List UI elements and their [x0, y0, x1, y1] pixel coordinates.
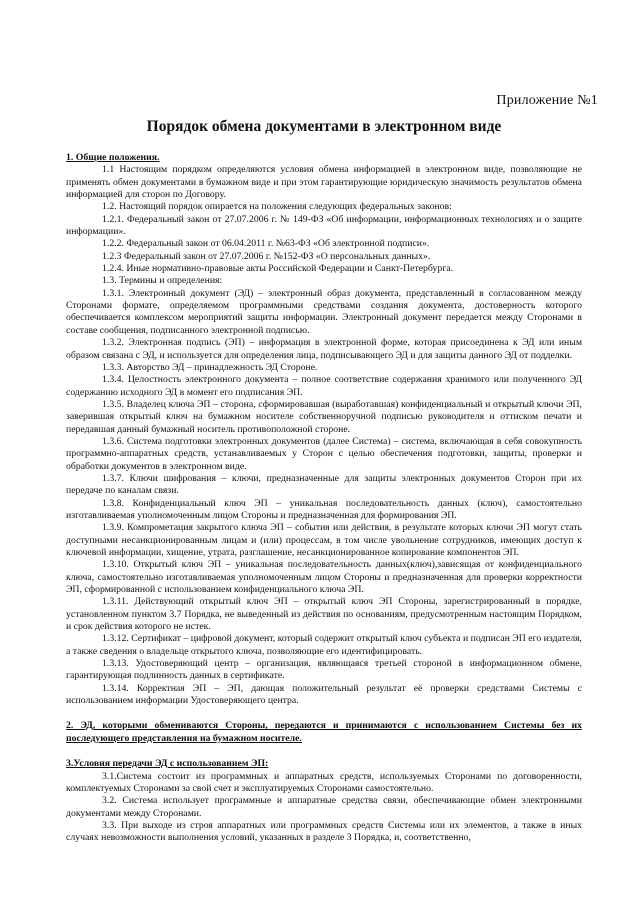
paragraph-1-2-3: 1.2.3 Федеральный закон от 27.07.2006 г. №152-ФЗ «О персональных данных». — [102, 250, 431, 262]
paragraph-3-1: 3.1.Система состоит из программных и аппаратных средств, используемых Сторонами по договоренности, комплектуемых Сторонами за свой счет и эксплуатируемых Сторонами самостоятельно. — [66, 770, 582, 794]
paragraph-1-3-9: 1.3.9. Компрометация закрытого ключа ЭП – события или действия, в результате которых ключи ЭП могут стать доступными несанкционированным лицам и (или) процессам, в том числе увольнение сотрудников, имеющих доступ к ключевой информации, хищение, утрата, разглашение, несанкционированное копирование компонентов ЭП. — [66, 522, 582, 558]
paragraph-1-2: 1.2. Настоящий порядок опирается на положения следующих федеральных законов: — [102, 201, 452, 213]
paragraph-1-3-4: 1.3.4. Целостность электронного документа – полное соответствие содержания хранимого или полученного ЭД содержанию исходного ЭД в момент его подписания ЭП. — [66, 374, 582, 398]
paragraph-1-3-1: 1.3.1. Электронный документ (ЭД) – электронный образ документа, представленный в согласованном между Сторонами формате, определяемом программными средствами создания документа, достоверность которого обеспечивается комплексом мероприятий защиты информации. Электронный документ передается между Сторонами в составе сообщения, подписанного электронной подписью. — [66, 287, 582, 336]
section-2-heading: 2. ЭД, которыми обмениваются Стороны, передаются и принимаются с использованием Системы без их последующего представления на бумажном носителе. — [66, 720, 582, 744]
paragraph-1-2-4: 1.2.4. Иные нормативно-правовые акты Российской Федерации и Санкт-Петербурга. — [102, 263, 454, 275]
section-spacer — [66, 707, 582, 720]
paragraph-1-3-12: 1.3.12. Сертификат – цифровой документ, который содержит открытый ключ субъекта и подписан ЭП его издателя, а также сведения о владельце открытого ключа, позволяющие его идентифицировать. — [66, 633, 582, 657]
paragraph-1-3-6: 1.3.6. Система подготовки электронных документов (далее Система) – система, включающая в себя совокупность программно-аппаратных средств, устанавливаемых у Сторон с целью обеспечения подготовки, защиты, проверки и обработки документов в электронном виде. — [66, 435, 582, 472]
paragraph-1-1: 1.1 Настоящим порядком определяются условия обмена информацией в электронном виде, позволяющие не применять обмен документами в бумажном виде и при этом гарантирующие юридическую значимость результатов обмена информацией для сторон по Договору. — [66, 164, 582, 201]
section-3-heading: 3.Условия передачи ЭД с использованием ЭП: — [66, 758, 269, 770]
paragraph-1-3-11: 1.3.11. Действующий открытый ключ ЭП – открытый ключ ЭП Стороны, зарегистрированный в порядке, установленном пунктом 3.7 Порядка, не выведенный из действия по основаниям, предусмотренным настоящим Порядком, и срок действия которого не истек. — [66, 596, 582, 633]
section-1-heading: 1. Общие положения. — [66, 152, 160, 163]
paragraph-1-3-7: 1.3.7. Ключи шифрования – ключи, предназначенные для защиты электронных документов Сторон при их передаче по каналам связи. — [66, 472, 582, 497]
paragraph-1-3-10: 1.3.10. Открытый ключ ЭП – уникальная последовательность данных(ключ),зависящая от конфиденциального ключа, самостоятельно изготавливаемая уполномоченным лицом Стороны и предназначенная для проверки корректности ЭП, сформированной с использованием конфиденциального ключа ЭП. — [66, 559, 582, 596]
paragraph-1-2-1: 1.2.1. Федеральный закон от 27.07.2006 г. № 149-ФЗ «Об информации, информационных технологиях и о защите информации». — [66, 213, 582, 238]
paragraph-3-2: 3.2. Система использует программные и аппаратные средства связи, обеспечивающие обмен электронными документами между Сторонами. — [66, 795, 582, 819]
document-title: Порядок обмена документами в электронном виде — [146, 118, 502, 135]
paragraph-1-2-2: 1.2.2. Федеральный закон от 06.04.2011 г. №63-ФЗ «Об электронной подписи». — [102, 238, 430, 250]
paragraph-1-3-3: 1.3.3. Авторство ЭД – принадлежность ЭД Стороне. — [102, 361, 318, 373]
paragraph-1-3-5: 1.3.5. Владелец ключа ЭП – сторона, сформировавшая (выработавшая) конфиденциальный и открытый ключи ЭП, заверившая открытый ключ на бумажном носителе собственноручной подписью руководителя и оттиском печати и передавшая данный бумажный носитель противоположной стороне. — [66, 398, 582, 435]
paragraph-1-3-8: 1.3.8. Конфиденциальный ключ ЭП – уникальная последовательность данных (ключ), самостоятельно изготавливаемая уполномоченным лицом Стороны и предназначенная для формирования ЭП. — [66, 497, 582, 521]
paragraph-3-3: 3.3. При выходе из строя аппаратных или программных средств Системы или их элементов, а также в иных случаях невозможности выполнения условий, указанных в разделе 3 Порядка, и, соответственно, — [66, 819, 582, 844]
document-body — [66, 152, 582, 845]
appendix-label: Приложение №1 — [496, 93, 598, 108]
paragraph-1-3-13: 1.3.13. Удостоверяющий центр – организация, являющаяся третьей стороной в информационном обмене, гарантирующая подлинность данных в сертификате. — [66, 658, 582, 682]
section-spacer — [66, 745, 582, 758]
paragraph-1-3: 1.3. Термины и определения: — [102, 275, 223, 287]
paragraph-1-3-2: 1.3.2. Электронная подпись (ЭП) – информация в электронной форме, которая присоединена к ЭД или иным образом связана с ЭД, и используется для определения лица, подписывающего ЭД и для защиты данного ЭД от подделки. — [66, 337, 582, 361]
paragraph-1-3-14: 1.3.14. Корректная ЭП – ЭП, дающая положительный результат её проверки средствами Системы с использованием информации Удостоверяющего центра. — [66, 682, 582, 707]
